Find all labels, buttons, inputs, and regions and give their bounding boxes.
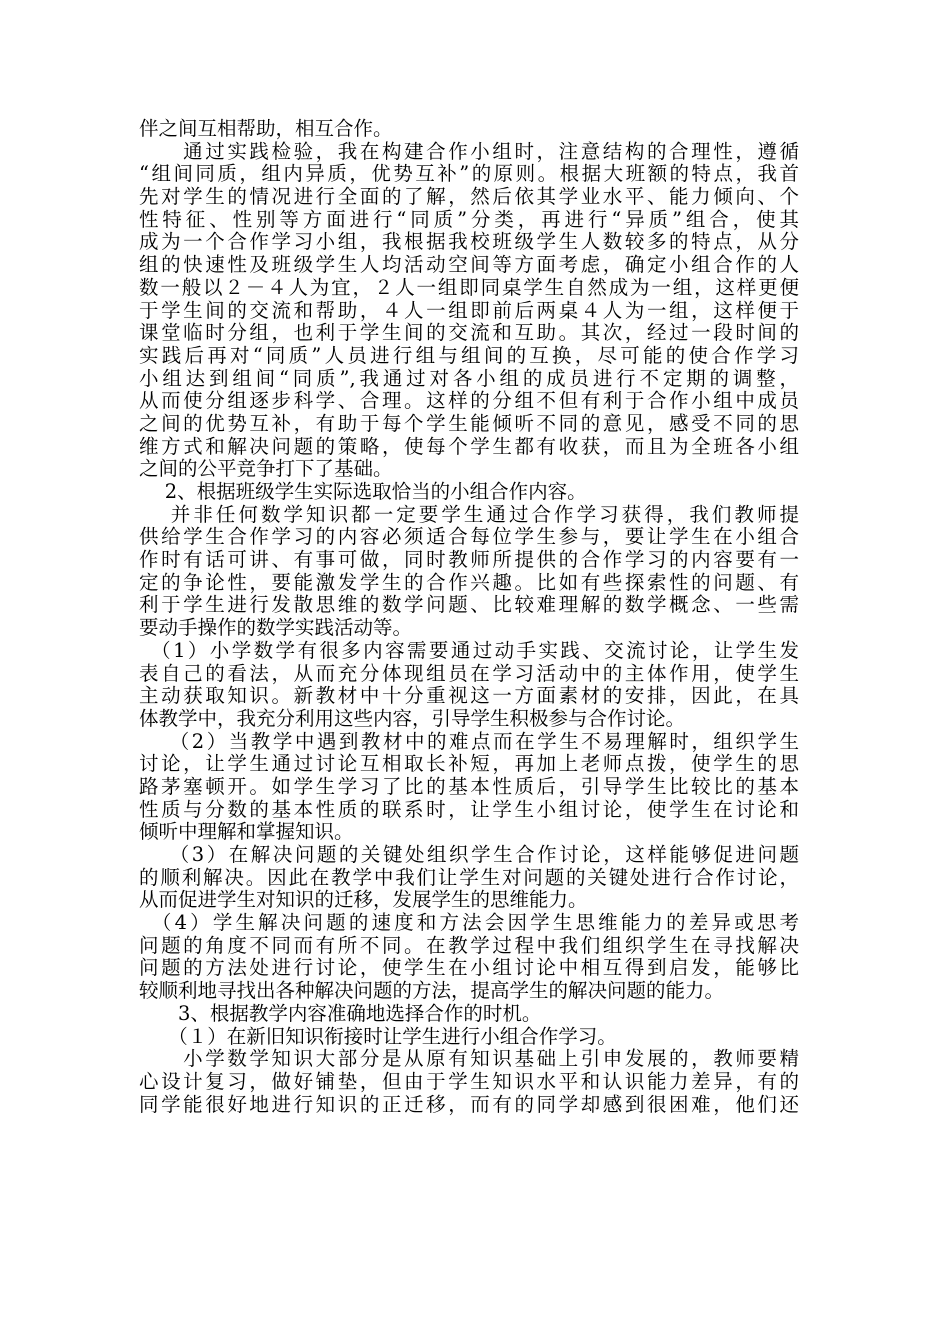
- text-line: 先对学生的情况进行全面的了解，然后依其学业水平、能力倾向、个: [139, 185, 799, 209]
- text-line: 小组达到组间“同质”,我通过对各小组的成员进行不定期的调整，: [139, 366, 799, 390]
- text-line: （2）当教学中遇到教材中的难点而在学生不易理解时，组织学生: [139, 729, 799, 753]
- text-line: 于学生间的交流和帮助，４人一组即前后两桌４人为一组，这样便于: [139, 298, 799, 322]
- text-line: 供给学生合作学习的内容必须适合每位学生参与，要让学生在小组合: [139, 525, 799, 549]
- text-line: 伴之间互相帮助，相互合作。: [139, 117, 393, 140]
- text-line: 问题的方法处进行讨论，使学生在小组讨论中相互得到启发，能够比: [139, 956, 799, 980]
- text-line: 之间的优势互补，有助于每个学生能倾听不同的意见，感受不同的思: [139, 411, 799, 435]
- subsection-heading: （１）在新旧知识衔接时让学生进行小组合作学习。: [139, 1024, 617, 1048]
- text-line: 组的快速性及班级学生人均活动空间等方面考虑，确定小组合作的人: [139, 253, 799, 277]
- text-line: 利于学生进行发散思维的数学问题、比较难理解的数学概念、一些需: [139, 593, 799, 617]
- document-body: [139, 118, 799, 1116]
- text-line: 路茅塞顿开。如学生学习了比的基本性质后，引导学生比较比的基本: [139, 774, 799, 798]
- text-line: 倾听中理解和掌握知识。: [139, 820, 354, 844]
- text-line: 通过实践检验，我在构建合作小组时，注意结构的合理性，遵循: [139, 139, 799, 163]
- text-line: 心设计复习，做好铺垫，但由于学生知识水平和认识能力差异，有的: [139, 1069, 799, 1093]
- text-line: “组间同质，组内异质，优势互补”的原则。根据大班额的特点，我首: [139, 162, 799, 186]
- text-line: 作时有话可讲、有事可做，同时教师所提供的合作学习的内容要有一: [139, 548, 799, 572]
- text-line: 讨论，让学生通过讨论互相取长补短，再加上老师点拨，使学生的思: [139, 752, 799, 776]
- text-line: （1）小学数学有很多内容需要通过动手实践、交流讨论，让学生发: [139, 638, 799, 662]
- section-heading: 3、根据教学内容准确地选择合作的时机。: [139, 1001, 542, 1025]
- text-line: 实践后再对“同质”人员进行组与组间的互换，尽可能的使合作学习: [139, 343, 799, 367]
- text-line: 并非任何数学知识都一定要学生通过合作学习获得，我们教师提: [139, 502, 799, 526]
- text-line: （4）学生解决问题的速度和方法会因学生思维能力的差异或思考: [139, 911, 799, 935]
- text-line: 的顺利解决。因此在教学中我们让学生对问题的关键处进行合作讨论，: [139, 865, 799, 889]
- text-line: 性质与分数的基本性质的联系时，让学生小组讨论，使学生在讨论和: [139, 797, 799, 821]
- text-line: 成为一个合作学习小组，我根据我校班级学生人数较多的特点，从分: [139, 230, 799, 254]
- text-line: 体教学中，我充分利用这些内容，引导学生积极参与合作讨论。: [139, 706, 686, 730]
- text-line: 问题的角度不同而有所不同。在教学过程中我们组织学生在寻找解决: [139, 933, 799, 957]
- text-line: 课堂临时分组，也利于学生间的交流和互助。其次，经过一段时间的: [139, 321, 799, 345]
- text-line: （3）在解决问题的关键处组织学生合作讨论，这样能够促进问题: [139, 843, 799, 866]
- text-line: 定的争论性，要能激发学生的合作兴趣。比如有些探索性的问题、有: [139, 570, 799, 594]
- text-line: 从而使分组逐步科学、合理。这样的分组不但有利于合作小组中成员: [139, 389, 799, 413]
- text-line: 小学数学知识大部分是从原有知识基础上引申发展的，教师要精: [139, 1047, 799, 1071]
- text-line: 性特征、性别等方面进行“同质”分类，再进行“异质”组合，使其: [139, 207, 799, 231]
- section-heading: 2、根据班级学生实际选取恰当的小组合作内容。: [139, 480, 587, 503]
- text-line: 维方式和解决问题的策略，使每个学生都有收获，而且为全班各小组: [139, 434, 799, 458]
- text-line: 同学能很好地进行知识的正迁移，而有的同学却感到很困难，他们还: [139, 1092, 799, 1116]
- text-line: 主动获取知识。新教材中十分重视这一方面素材的安排，因此，在具: [139, 684, 799, 708]
- text-line: 从而促进学生对知识的迁移，发展学生的思维能力。: [139, 888, 588, 912]
- text-line: 较顺利地寻找出各种解决问题的方法，提高学生的解决问题的能力。: [139, 979, 725, 1003]
- text-line: 要动手操作的数学实践活动等。: [139, 616, 413, 640]
- text-line: 表自己的看法，从而充分体现组员在学习活动中的主体作用，使学生: [139, 661, 799, 685]
- text-line: 数一般以２－４人为宜，２人一组即同桌学生自然成为一组，这样更便: [139, 275, 799, 299]
- text-line: 之间的公平竞争打下了基础。: [139, 457, 393, 481]
